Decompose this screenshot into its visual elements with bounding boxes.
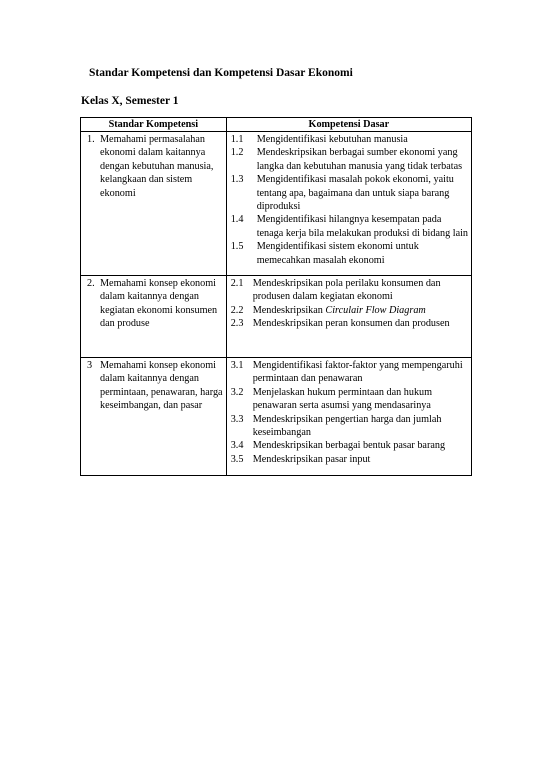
kd-text: Mengidentifikasi hilangnya kesempatan pada tenaga kerja bila melakukan produksi di bidang lain xyxy=(256,214,469,239)
sk-number: 2. xyxy=(87,278,95,289)
standar-kompetensi-cell xyxy=(81,358,227,476)
kd-text: Mengidentifikasi sistem ekonomi untuk memecahkan masalah ekonomi xyxy=(256,241,419,266)
sk-text: Memahami konsep ekonomi dalam kaitannya dengan permintaan, penawaran, harga keseimbangan, dan pasar xyxy=(100,360,223,412)
kd-text: Menjelaskan hukum permintaan dan hukum penawaran serta asumsi yang mendasarinya xyxy=(252,386,433,412)
standar-kompetensi-cell xyxy=(81,276,227,358)
kd-number: 1.3 xyxy=(230,174,244,186)
kd-item xyxy=(231,304,469,317)
kd-text: Mendeskripsikan peran konsumen dan produsen xyxy=(252,318,450,330)
kompetensi-dasar-cell xyxy=(226,276,471,358)
kd-number: 2.2 xyxy=(230,304,244,316)
kd-item xyxy=(231,359,469,386)
sk-number: 1. xyxy=(87,134,95,145)
table-header-row xyxy=(81,118,472,132)
standar-kompetensi-cell xyxy=(81,132,227,276)
kd-text-prefix: Mendeskripsikan xyxy=(252,304,323,316)
kompetensi-dasar-cell xyxy=(226,358,471,476)
kd-item xyxy=(231,213,469,240)
table-row xyxy=(81,276,472,358)
kd-text: Mengidentifikasi masalah pokok ekonomi, yaitu tentang apa, bagaimana dan untuk siapa barang diproduksi xyxy=(256,174,454,213)
kd-item xyxy=(231,240,469,267)
kd-text: Mendeskripsikan pola perilaku konsumen dan produsen dalam kegiatan ekonomi xyxy=(252,278,441,303)
kd-text xyxy=(253,304,469,317)
kd-item xyxy=(231,439,469,452)
kd-number: 1.2 xyxy=(230,147,244,159)
kd-item xyxy=(231,146,469,173)
kd-text: Mengidentifikasi kebutuhan manusia xyxy=(256,134,408,145)
kd-number: 3.5 xyxy=(230,453,244,465)
kd-text: Mendeskripsikan pasar input xyxy=(252,453,371,465)
document-title: Standar Kompetensi dan Kompetensi Dasar Ekonomi xyxy=(89,67,353,79)
kd-item xyxy=(231,413,469,440)
kd-item xyxy=(231,133,469,146)
sk-number: 3 xyxy=(87,360,93,371)
kd-text: Mendeskripsikan berbagai sumber ekonomi yang langka dan kebutuhan manusia yang tidak terbatas xyxy=(256,147,463,172)
table-row xyxy=(81,132,472,276)
header-kompetensi-dasar: Kompetensi Dasar xyxy=(226,118,471,132)
kd-number: 3.4 xyxy=(230,440,244,452)
competency-table xyxy=(80,117,472,476)
kd-number: 1.4 xyxy=(230,214,244,226)
sk-text: Memahami konsep ekonomi dalam kaitannya dengan kegiatan ekonomi konsumen dan produse xyxy=(100,278,218,330)
kd-item xyxy=(231,317,469,330)
kd-number: 3.3 xyxy=(230,413,244,425)
sk-text: Memahami permasalahan ekonomi dalam kaitannya dengan kebutuhan manusia, kelangkaan dan sistem ekonomi xyxy=(100,134,214,199)
header-standar-kompetensi: Standar Kompetensi xyxy=(81,118,227,132)
kd-text: Mendeskripsikan pengertian harga dan jumlah keseimbangan xyxy=(252,413,442,439)
kd-item xyxy=(231,277,469,304)
class-semester-heading: Kelas X, Semester 1 xyxy=(81,95,179,107)
kd-text: Mendeskripsikan berbagai bentuk pasar barang xyxy=(252,440,446,452)
kd-item xyxy=(231,173,469,213)
kd-number: 2.1 xyxy=(230,278,244,289)
kd-number: 3.1 xyxy=(230,360,244,371)
kd-item xyxy=(231,453,469,466)
kd-text-italic: Circulair Flow Diagram xyxy=(325,304,426,316)
kd-number: 1.5 xyxy=(230,241,244,253)
kd-text: Mengidentifikasi faktor-faktor yang mempengaruhi permintaan dan penawaran xyxy=(252,360,463,385)
kd-number: 2.3 xyxy=(230,318,244,330)
kd-item xyxy=(231,386,469,413)
kompetensi-dasar-cell xyxy=(226,132,471,276)
kd-number: 3.2 xyxy=(230,386,244,398)
table-row xyxy=(81,358,472,476)
kd-number: 1.1 xyxy=(230,134,244,145)
